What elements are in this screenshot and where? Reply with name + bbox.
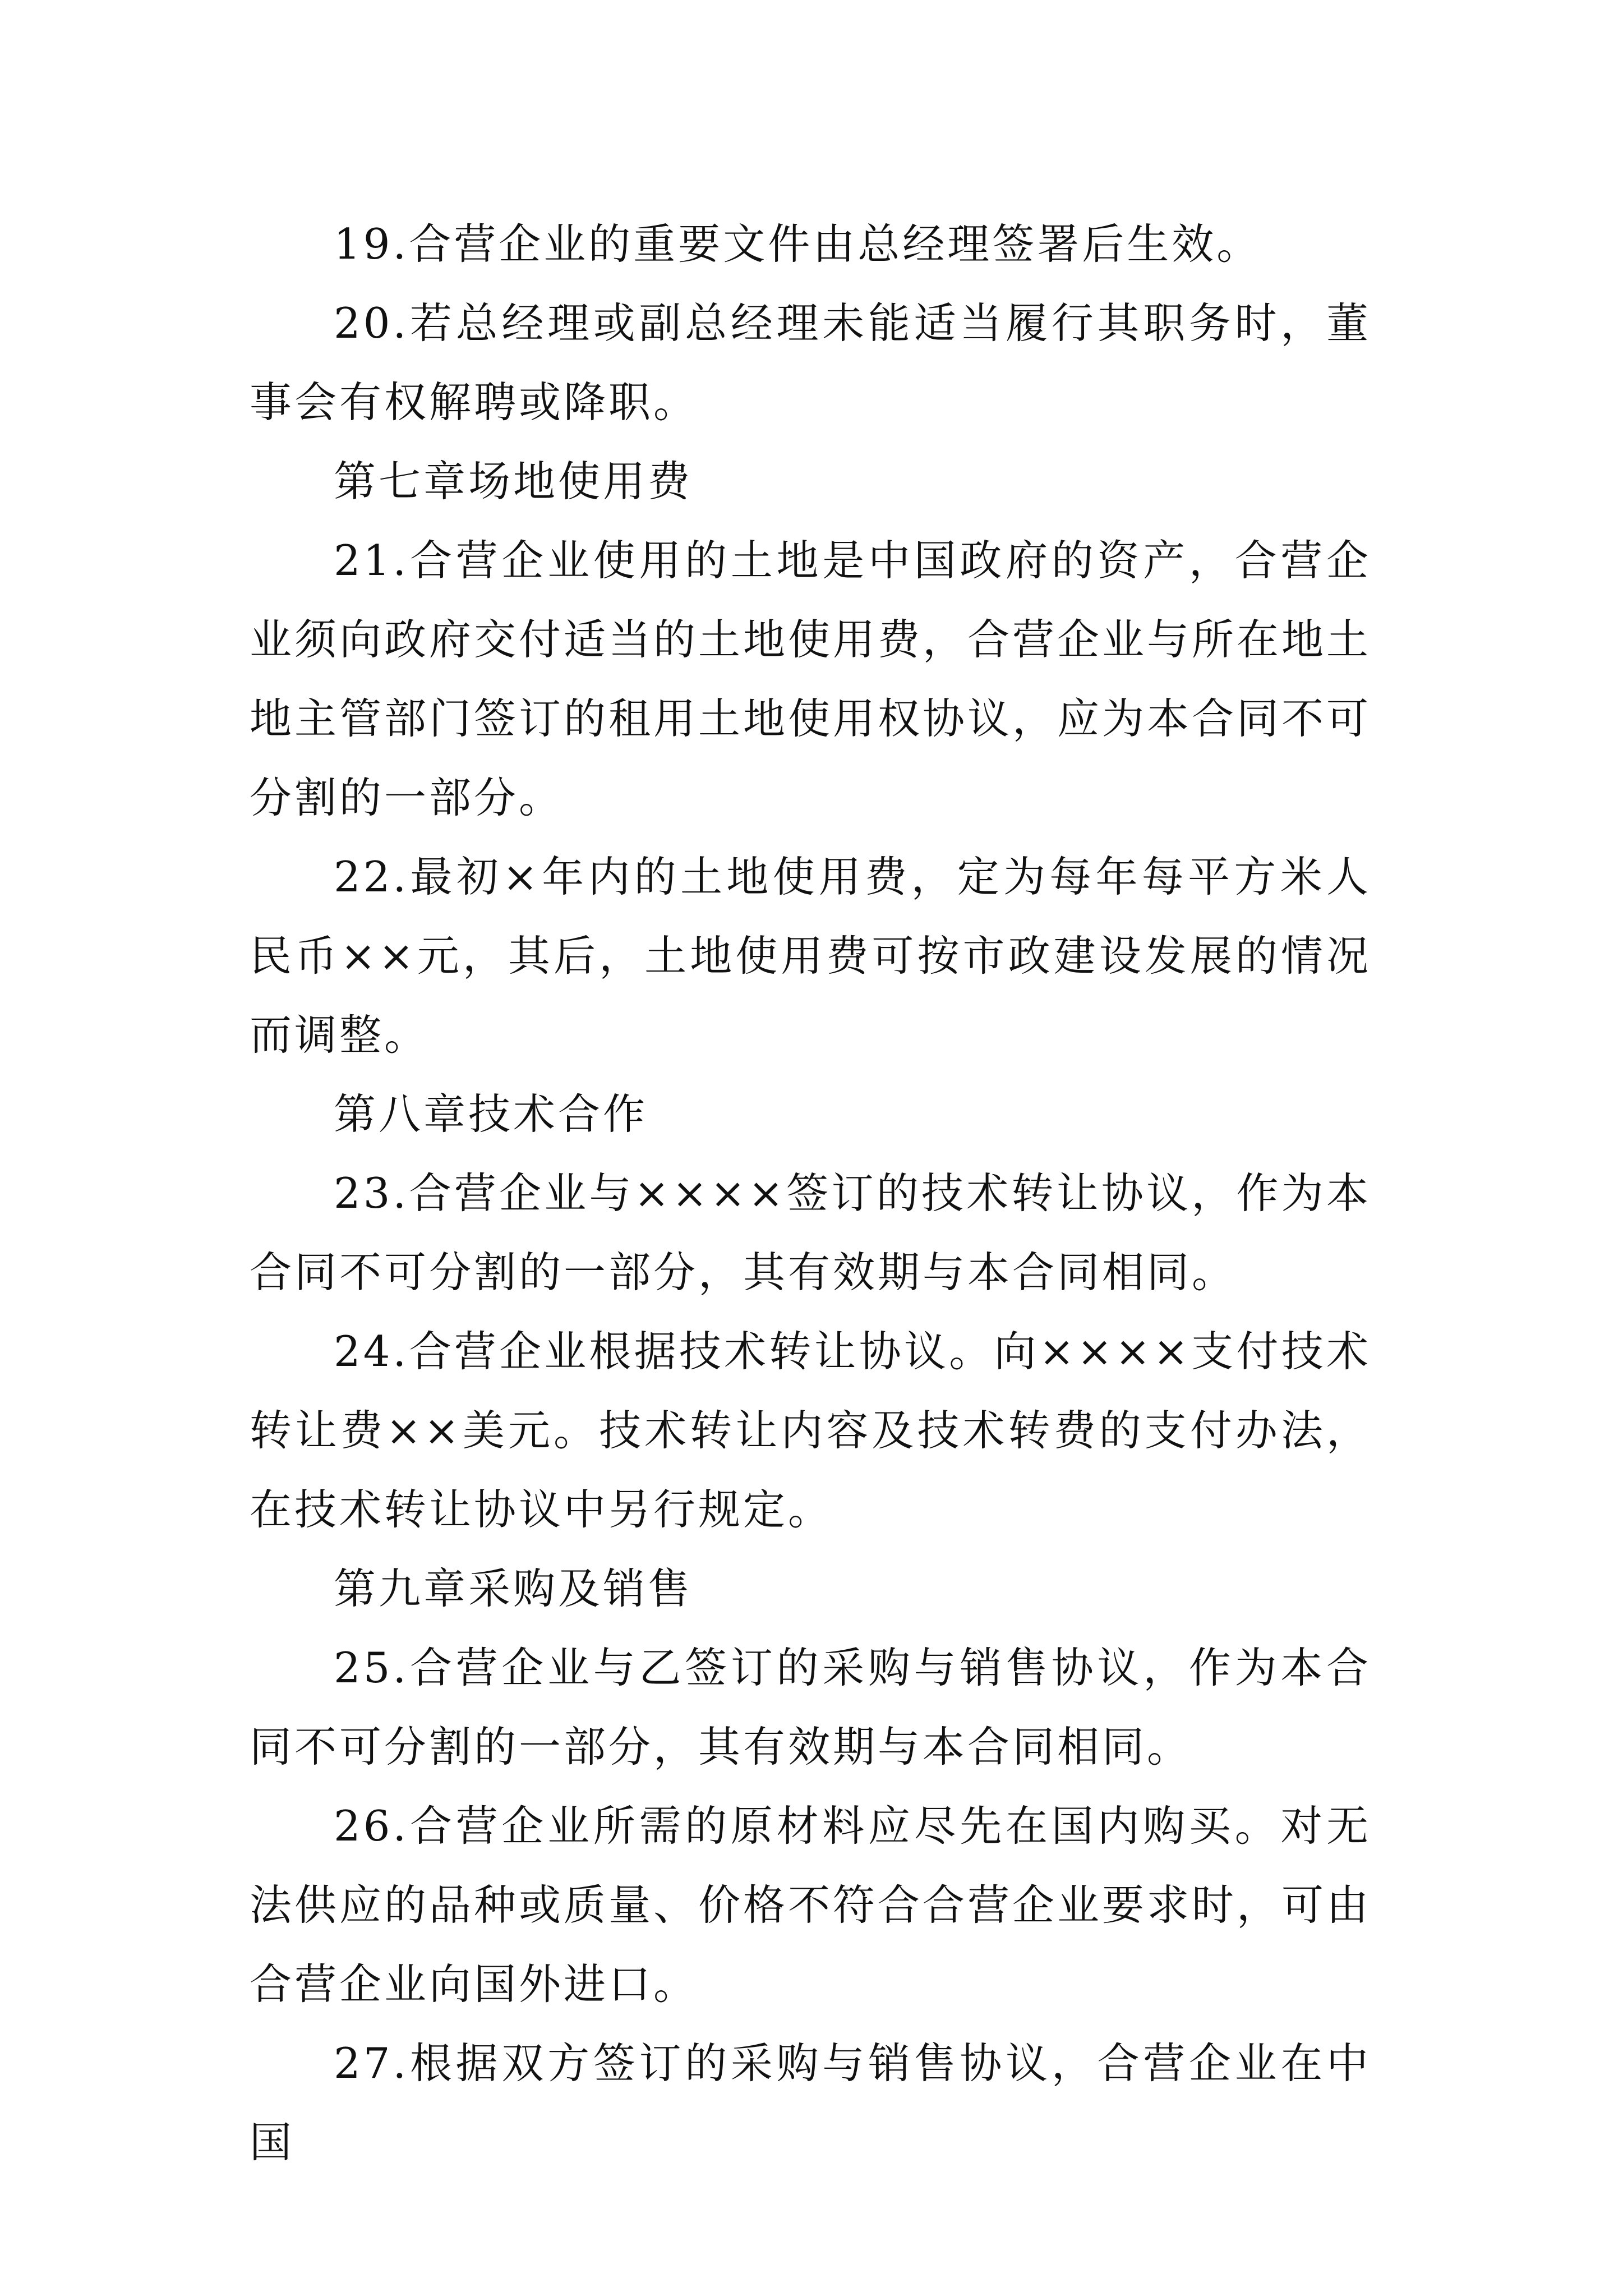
chapter-9-heading: 第九章采购及销售 (334, 1564, 693, 1613)
clause-20: 20.若总经理或副总经理未能适当履行其职务时，董事会有权解聘或降职。 (250, 298, 1371, 427)
clause-23: 23.合营企业与××××签订的技术转让协议，作为本合同不可分割的一部分，其有效期与本合同相同。 (250, 1168, 1371, 1297)
clause-24: 24.合营企业根据技术转让协议。向××××支付技术转让费××美元。技术转让内容及技术转费的支付办法，在技术转让协议中另行规定。 (250, 1327, 1371, 1534)
clause-19: 19.合营企业的重要文件由总经理签署后生效。 (334, 219, 1262, 269)
clause-25: 25.合营企业与乙签订的采购与销售协议，作为本合同不可分割的一部分，其有效期与本合同相同。 (250, 1643, 1371, 1772)
chapter-8-heading: 第八章技术合作 (334, 1089, 648, 1139)
document-body (250, 205, 1371, 2182)
clause-26: 26.合营企业所需的原材料应尽先在国内购买。对无法供应的品种或质量、价格不符合合营企业要求时，可由合营企业向国外进口。 (250, 1801, 1372, 2009)
clause-27: 27.根据双方签订的采购与销售协议，合营企业在中国 (250, 2039, 1371, 2167)
clause-21: 21.合营企业使用的土地是中国政府的资产，合营企业须向政府交付适当的土地使用费，合营企业与所在地土地主管部门签订的租用土地使用权协议，应为本合同不可分割的一部分。 (250, 536, 1372, 822)
chapter-7-heading: 第七章场地使用费 (334, 457, 693, 506)
clause-22: 22.最初×年内的土地使用费，定为每年每平方米人民币××元，其后，土地使用费可按市政建设发展的情况而调整。 (250, 852, 1371, 1060)
